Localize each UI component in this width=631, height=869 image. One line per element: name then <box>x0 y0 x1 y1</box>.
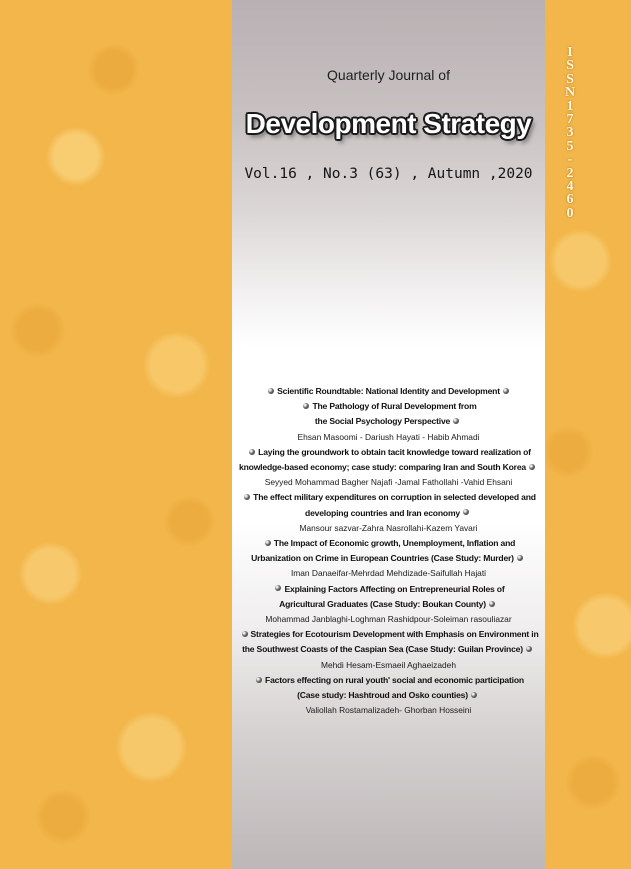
toc-title-line: Urbanization on Crime in European Countries (Case Study: Murder) <box>232 551 545 566</box>
toc-title-line: The Impact of Economic growth, Unemployment, Inflation and <box>232 536 545 551</box>
bullet-icon <box>268 388 274 394</box>
bullet-icon <box>453 418 459 424</box>
issn-char: N <box>564 85 576 101</box>
toc-title-line: knowledge-based economy; case study: comparing Iran and South Korea <box>232 460 545 475</box>
toc-authors-line: Iman Danaeifar-Mehrdad Mehdizade-Saifullah Hajati <box>290 568 487 579</box>
toc-authors-line: Mansour sazvar-Zahra Nasrollahi-Kazem Yavari <box>299 522 478 533</box>
toc-title-line: Factors effecting on rural youth' social and economic participation <box>232 673 545 688</box>
issue-line: Vol.16 , No.3 (63) , Autumn ,2020 <box>244 166 533 182</box>
bullet-icon <box>303 403 309 409</box>
journal-label: Quarterly Journal of <box>327 67 450 83</box>
toc-title-line: Strategies for Ecotourism Development with Emphasis on Environment in <box>232 627 545 642</box>
issn-char: 2 <box>566 165 574 181</box>
toc-authors-line: Seyyed Mohammad Bagher Najafi -Jamal Fathollahi -Vahid Ehsani <box>264 477 513 488</box>
toc-title-line: Laying the groundwork to obtain tacit knowledge toward realization of <box>232 445 545 460</box>
issn-char: S <box>566 58 574 74</box>
bullet-icon <box>529 464 535 470</box>
issn-char: 6 <box>566 192 574 208</box>
bullet-icon <box>256 677 262 683</box>
issn-char: 0 <box>566 205 574 221</box>
toc-title-line: The effect military expenditures on corruption in selected developed and <box>232 490 545 505</box>
bullet-icon <box>471 692 477 698</box>
issn-char: 7 <box>566 112 574 128</box>
bullet-icon <box>275 585 281 591</box>
issn-char: - <box>567 152 573 168</box>
toc-authors-line: Mohammad Janblaghi-Loghman Rashidpour-Soleiman rasouliazar <box>265 614 512 625</box>
toc-title-line: Agricultural Graduates (Case Study: Boukan County) <box>232 597 545 612</box>
issn-number <box>561 46 579 220</box>
journal-title: Development Strategy <box>245 108 532 139</box>
issn-char: 5 <box>566 138 574 154</box>
toc-title-line: Scientific Roundtable: National Identity and Development <box>232 384 545 399</box>
toc-title-line: the Social Psychology Perspective <box>232 414 545 429</box>
bullet-icon <box>265 540 271 546</box>
toc-authors-line: Valiollah Rostamalizadeh- Ghorban Hosseini <box>305 705 472 716</box>
table-of-contents <box>232 384 545 718</box>
toc-title-line: Explaining Factors Affecting on Entrepreneurial Roles of <box>232 582 545 597</box>
bullet-icon <box>463 509 469 515</box>
toc-title-line: The Pathology of Rural Development from <box>232 399 545 414</box>
bullet-icon <box>244 494 250 500</box>
toc-title-line: (Case study: Hashtroud and Osko counties) <box>232 688 545 703</box>
issn-char: 3 <box>566 125 574 141</box>
issn-char: I <box>567 45 573 60</box>
bullet-icon <box>526 646 532 652</box>
bullet-icon <box>517 555 523 561</box>
toc-authors-line: Mehdi Hesam-Esmaeil Aghaeizadeh <box>320 659 456 670</box>
issn-char: 4 <box>566 179 574 195</box>
bullet-icon <box>489 601 495 607</box>
bullet-icon <box>249 449 255 455</box>
issn-char: 1 <box>566 98 574 114</box>
issn-char: S <box>566 71 574 87</box>
bullet-icon <box>242 631 248 637</box>
toc-title-line: the Southwest Coasts of the Caspian Sea (Case Study: Guilan Province) <box>232 642 545 657</box>
toc-authors-line: Ehsan Masoomi - Dariush Hayati - Habib Ahmadi <box>297 431 480 442</box>
bullet-icon <box>503 388 509 394</box>
toc-title-line: developing countries and Iran economy <box>232 506 545 521</box>
